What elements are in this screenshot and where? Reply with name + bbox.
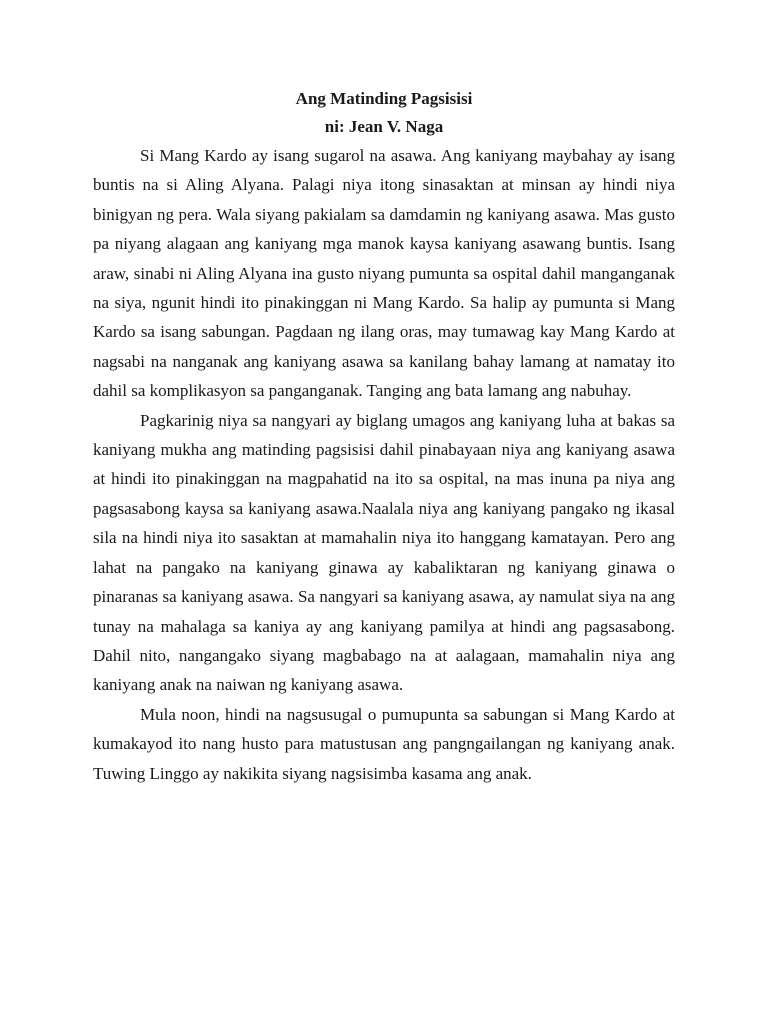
document-author: ni: Jean V. Naga: [324, 117, 444, 136]
paragraph-3: Mula noon, hindi na nagsusugal o pumupunta sa sabungan si Mang Kardo at kumakayod ito nang husto para matustusan ang pangngailangan ng kaniyang anak. Tuwing Linggo ay nakikita siyang nagsisimba kasama ang anak.: [93, 704, 675, 783]
document-title: Ang Matinding Pagsisisi: [295, 89, 473, 108]
paragraph-2: Pagkarinig niya sa nangyari ay biglang umagos ang kaniyang luha at bakas sa kaniyang mukha ang matinding pagsisisi dahil pinabayaan niya ang kaniyang asawa at hindi ito pinakinggan na magpahatid na ito sa ospital, na mas inuna pa niya ang pagsasabong kaysa sa kaniyang asawa.Naalala niya ang kaniyang pangako ng ikasal sila na hindi niya ito sasaktan at mamahalin niya ito hanggang kamatayan. Pero ang lahat na pangako na kaniyang ginawa ay kabaliktaran ng kaniyang ginawa o pinaranas sa kaniyang asawa. Sa nangyari sa kaniyang asawa, ay namulat siya na ang tunay na mahalaga sa kaniya ay ang kaniyang pamilya at hindi ang pagsasabong. Dahil nito, nangangako siyang magbabago na at aalagaan, mamahalin niya ang kaniyang anak na naiwan ng kaniyang asawa.: [93, 410, 675, 695]
paragraph-1: Si Mang Kardo ay isang sugarol na asawa. Ang kaniyang maybahay ay isang buntis na si Aling Alyana. Palagi niya itong sinasaktan at minsan ay hindi niya binigyan ng pera. Wala siyang pakialam sa damdamin ng kaniyang asawa. Mas gusto pa niyang alagaan ang kaniyang mga manok kaysa kaniyang asawang buntis. Isang araw, sinabi ni Aling Alyana ina gusto niyang pumunta sa ospital dahil manganganak na siya, ngunit hindi ito pinakinggan ni Mang Kardo. Sa halip ay pumunta si Mang Kardo sa isang sabungan. Pagdaan ng ilang oras, may tumawag kay Mang Kardo at nagsabi na nanganak ang kaniyang asawa sa kanilang bahay lamang at namatay ito dahil sa komplikasyon sa panganganak. Tanging ang bata lamang ang nabuhay.: [93, 146, 675, 401]
document-body: [93, 85, 675, 788]
